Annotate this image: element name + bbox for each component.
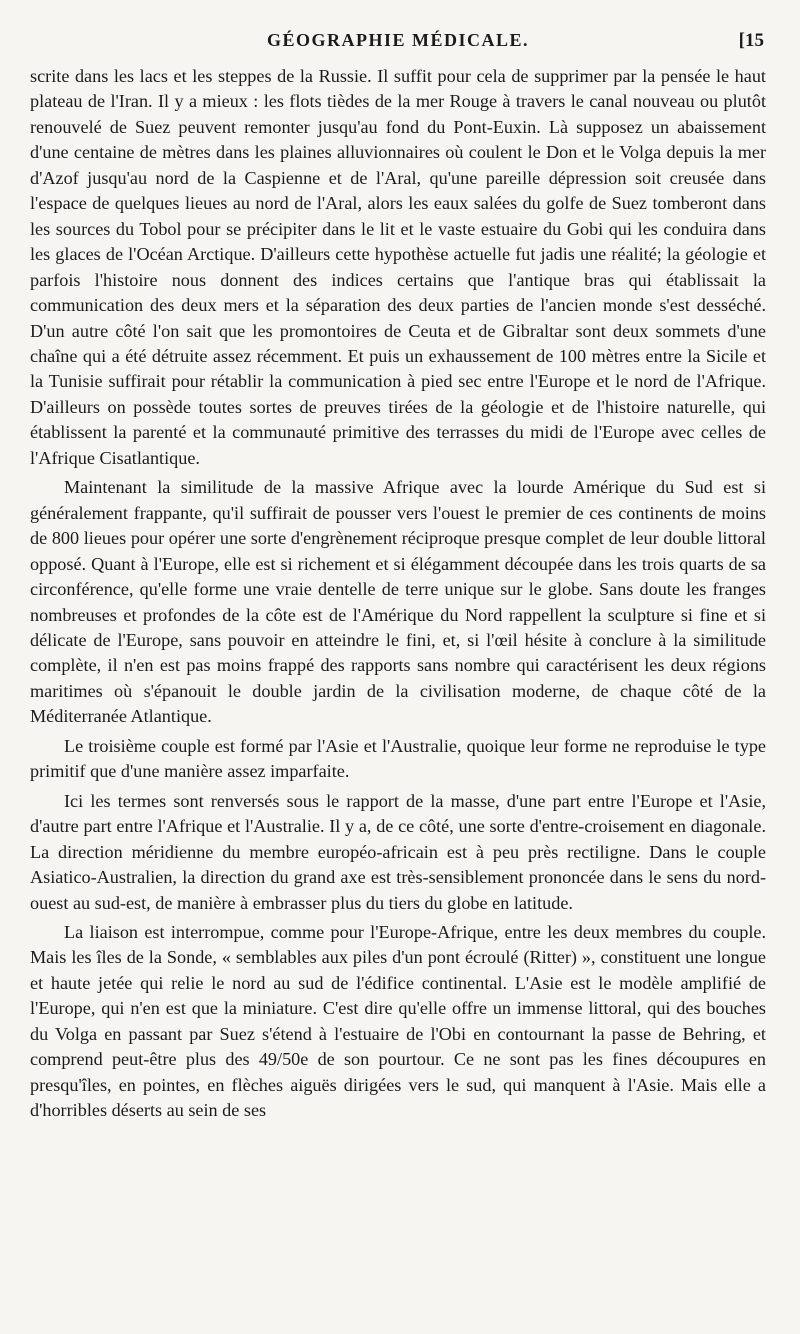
running-title: GÉOGRAPHIE MÉDICALE.	[266, 30, 530, 50]
page-number: [15	[738, 30, 764, 51]
paragraph: Maintenant la similitude de la massive Afrique avec la lourde Amérique du Sud est si généralement frappante, qu'il suffirait de pousser vers l'ouest le premier de ces continents de moins de 800 lieues pour opérer une sorte d'engrènement réciproque presque complet de leur double littoral opposé. Quant à l'Europe, elle est si richement et si élégamment découpée dans les trois quarts de sa circonférence, qu'elle forme une vraie dentelle de terre unique sur le globe. Sans doute les franges nombreuses et profondes de la côte est de l'Amérique du Nord rappellent la sculpture si fine et si délicate de l'Europe, sans pouvoir en atteindre le fini, et, si l'œil hésite à conclure à la similitude complète, il n'en est pas moins frappé des rapports sans nombre qui caractérisent les deux régions maritimes où s'épanouit le double jardin de la civilisation moderne, de chaque côté de la Méditerranée Atlantique.	[30, 477, 766, 727]
paragraph: Le troisième couple est formé par l'Asie et l'Australie, quoique leur forme ne reproduise le type primitif que d'une manière assez imparfaite.	[30, 735, 766, 782]
paragraph: La liaison est interrompue, comme pour l'Europe-Afrique, entre les deux membres du couple. Mais les îles de la Sonde, « semblables aux piles d'un pont écroulé (Ritter) », constituent une longue et haute jetée qui relie le nord au sud de l'édifice continental. L'Asie est le modèle amplifié de l'Europe, qui n'en est que la miniature. C'est dire qu'elle offre un immense littoral, qui des bouches du Volga en passant par Suez s'étend à l'estuaire de l'Obi en contournant la passe de Behring, et comprend peut-être plus des 49/50e de son pourtour. Ce ne sont pas les fines découpures en presqu'îles, en pointes, en flèches aiguës dirigées vers le sud, qui manquent à l'Asie. Mais elle a d'horribles déserts au sein de ses	[30, 921, 766, 1121]
body-text	[30, 64, 766, 1124]
paragraph: Ici les termes sont renversés sous le rapport de la masse, d'une part entre l'Europe et l'Asie, d'autre part entre l'Afrique et l'Australie. Il y a, de ce côté, une sorte d'entre-croisement en diagonale. La direction méridienne du membre européo-africain est à peu près rectiligne. Dans le couple Asiatico-Australien, la direction du grand axe est très-sensiblement prononcée dans le sens du nord-ouest au sud-est, de manière à embrasser plus du tiers du globe en latitude.	[30, 790, 766, 913]
paragraph-continued: scrite dans les lacs et les steppes de la Russie. Il suffit pour cela de supprimer par la pensée le haut plateau de l'Iran. Il y a mieux : les flots tièdes de la mer Rouge à travers le canal nouveau ou plutôt renouvelé de Suez peuvent remonter jusqu'au fond du Pont-Euxin. Là supposez un abaissement d'une centaine de mètres dans les plaines alluvionnaires où coulent le Don et le Volga depuis la mer d'Azof jusqu'au nord de la Caspienne et de l'Aral, qu'une pareille dépression soit creusée dans l'espace de quelques lieues au nord de l'Aral, alors les eaux salées du golfe de Suez tomberont dans les sources du Tobol pour se précipiter dans le lit et le vaste estuaire du Gobi qui les conduira dans les glaces de l'Océan Arctique. D'ailleurs cette hypothèse actuelle fut jadis une réalité; la géologie et parfois l'histoire nous donnent des indices certains que l'antique bras qui établissait la communication des deux mers et la séparation des deux parties de l'ancien monde s'est desséché. D'un autre côté l'on sait que les promontoires de Ceuta et de Gibraltar sont deux sommets d'une chaîne qui a été détruite assez récemment. Et puis un exhaussement de 100 mètres entre la Sicile et la Tunisie suffirait pour rétablir la communication à pied sec entre l'Europe et le nord de l'Afrique. D'ailleurs on possède toutes sortes de preuves tirées de la géologie et de l'histoire naturelle, qui établissent la parenté et la communauté primitive des terrasses du midi de l'Europe avec celles de l'Afrique Cisatlantique.	[30, 66, 766, 468]
running-header	[30, 30, 766, 56]
